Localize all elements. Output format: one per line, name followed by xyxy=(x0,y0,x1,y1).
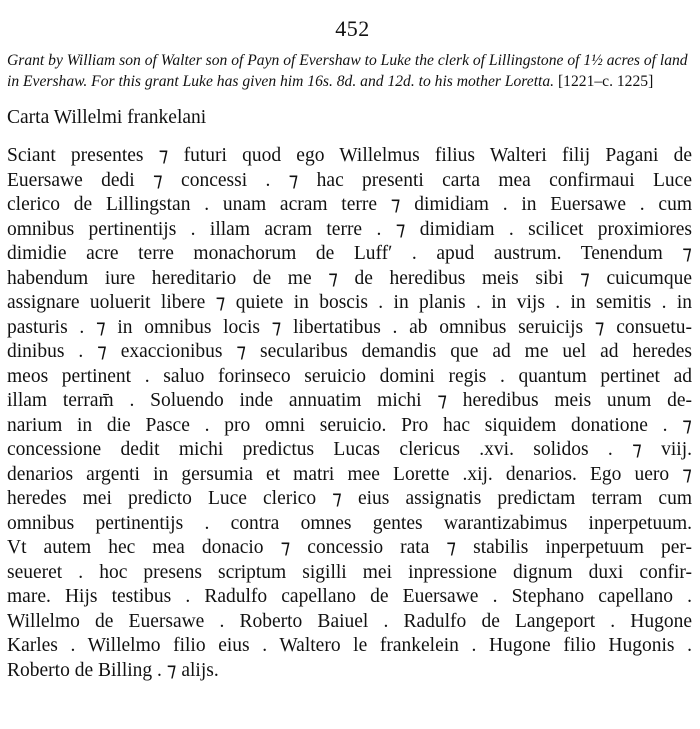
charter-line: Roberto de Billing . ⁊ alijs. xyxy=(7,659,219,681)
charter-line: meos pertinent . saluo forinseco seruicio domini regis . quantum pertinet ad xyxy=(7,365,692,387)
charter-line: narium in die Pasce . pro omni seruicio. Pro hac siquidem donatione . ⁊ xyxy=(7,414,692,436)
charter-line: dinibus . ⁊ exaccionibus ⁊ secularibus demandis que ad me uel ad heredes xyxy=(7,341,692,362)
charter-line: Euersawe dedi ⁊ concessi . ⁊ hac presenti carta mea confirmaui Luce xyxy=(7,169,692,191)
charter-line: assignare uoluerit libere ⁊ quiete in boscis . in planis . in vijs . in semitis . in xyxy=(7,292,692,313)
charter-line: Willelmo de Euersawe . Roberto Baiuel . Radulfo de Langeport . Hugone xyxy=(7,610,692,632)
charter-line: omnibus pertinentijs . contra omnes gentes warantizabimus inperpetuum. xyxy=(7,512,692,534)
page-number: 452 xyxy=(335,16,370,41)
summary-date: [1221–c. 1225] xyxy=(557,73,654,90)
summary-text: Grant by William son of Walter son of Payn of Evershaw to Luke the clerk of Lillingstone of 1½ acres of land in Evershaw. For this grant Luke has given him 16s. 8d. and 12d. to his mother Loretta. xyxy=(7,52,688,90)
charter-line: concessione dedit michi predictus Lucas clericus .xvi. solidos . ⁊ viij. xyxy=(7,439,692,460)
charter-line: illam terram̄ . Soluendo inde annuatim michi ⁊ heredibus meis unum de- xyxy=(7,390,692,411)
charter-line: Sciant presentes ⁊ futuri quod ego Willelmus filius Walteri filij Pagani de xyxy=(7,145,692,166)
charter-title: Carta Willelmi frankelani xyxy=(7,107,207,128)
charter-line: heredes mei predicto Luce clerico ⁊ eius assignatis predictam terram cum xyxy=(7,488,692,509)
charter-line: habendum iure hereditario de me ⁊ de heredibus meis sibi ⁊ cuicumque xyxy=(7,267,692,289)
charter-line: dimidie acre terre monachorum de Luffʹ . apud austrum. Tenendum ⁊ xyxy=(7,243,692,264)
charter-line: mare. Hijs testibus . Radulfo capellano de Euersawe . Stephano capellano . xyxy=(7,586,692,607)
charter-line: Karles . Willelmo filio eius . Waltero le frankelein . Hugone filio Hugonis . xyxy=(7,635,692,656)
charter-line: Vt autem hec mea donacio ⁊ concessio rata ⁊ stabilis inperpetuum per- xyxy=(7,537,692,558)
charter-line: seueret . hoc presens scriptum sigilli mei inpressione dignum duxi confir- xyxy=(7,561,692,583)
charter-text xyxy=(7,144,692,683)
charter-line: pasturis . ⁊ in omnibus locis ⁊ libertatibus . ab omnibus seruicijs ⁊ consuetu- xyxy=(7,316,692,338)
charter-line: denarios argenti in gersumia et matri mee Lorette .xij. denarios. Ego uero ⁊ xyxy=(7,463,692,485)
charter-summary xyxy=(7,50,692,92)
charter-line: clerico de Lillingstan . unam acram terre ⁊ dimidiam . in Euersawe . cum xyxy=(7,194,692,215)
charter-line: omnibus pertinentijs . illam acram terre . ⁊ dimidiam . scilicet proximiores xyxy=(7,218,692,240)
